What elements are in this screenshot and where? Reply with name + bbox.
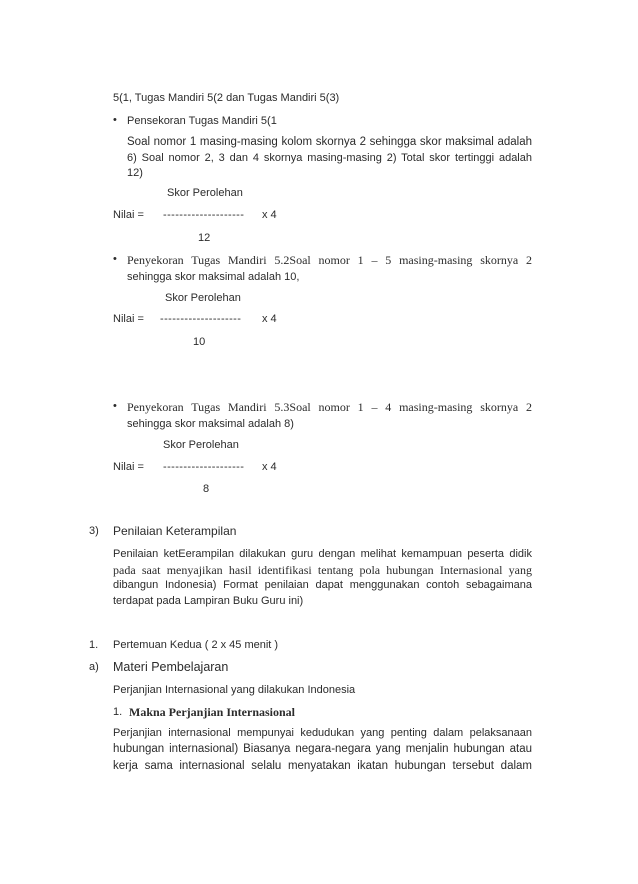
b1-line-3: 12) bbox=[127, 167, 143, 179]
section-a-line-2: hubungan internasional) Biasanya negara-negara yang menjalin hubungan atau bbox=[113, 743, 532, 755]
formula-1-numerator: Skor Perolehan bbox=[167, 187, 243, 199]
section-a-subheading: Perjanjian Internasional yang dilakukan Indonesia bbox=[113, 684, 356, 696]
bullet-2: • bbox=[113, 253, 117, 265]
formula-2-dashes: -------------------- bbox=[160, 313, 242, 325]
formula-3-dashes: -------------------- bbox=[163, 461, 245, 473]
formula-3-numerator: Skor Perolehan bbox=[163, 439, 239, 451]
formula-1-dashes: -------------------- bbox=[163, 209, 245, 221]
formula-1-times: x 4 bbox=[262, 209, 277, 221]
section-a-number-title: Makna Perjanjian Internasional bbox=[129, 705, 296, 719]
bullet-1: • bbox=[113, 114, 117, 126]
section-a-number: 1. bbox=[113, 706, 123, 718]
formula-1-denominator: 12 bbox=[198, 232, 211, 244]
formula-3-times: x 4 bbox=[262, 461, 277, 473]
section-a-marker: a) bbox=[89, 661, 99, 673]
section-a-line-1: Perjanjian internasional mempunyai kedudukan yang penting dalam pelaksanaan bbox=[113, 727, 532, 739]
b1-line-1: Soal nomor 1 masing-masing kolom skornya 2 sehingga skor maksimal adalah bbox=[127, 136, 532, 148]
section-a-line-3: kerja sama internasional selalu menyatakan ikatan hubungan tersebut dalam bbox=[113, 760, 532, 772]
formula-3-denominator: 8 bbox=[203, 483, 210, 495]
formula-2-times: x 4 bbox=[262, 313, 277, 325]
b3-line-1: Penyekoran Tugas Mandiri 5.3Soal nomor 1 – 4 masing-masing skornya 2 bbox=[127, 400, 532, 414]
section-3-marker: 3) bbox=[89, 525, 99, 537]
section-3-line-3: dibangun Indonesia) Format penilaian dapat menggunakan contoh sebagaimana bbox=[113, 579, 532, 591]
b2-line-1: Penyekoran Tugas Mandiri 5.2Soal nomor 1 – 5 masing-masing skornya 2 bbox=[127, 253, 532, 267]
top-line: 5(1, Tugas Mandiri 5(2 dan Tugas Mandiri 5(3) bbox=[113, 92, 340, 104]
section-3-line-1: Penilaian ketEerampilan dilakukan guru dengan melihat kemampuan peserta didik bbox=[113, 548, 532, 560]
bullet-3: • bbox=[113, 400, 117, 412]
formula-2-numerator: Skor Perolehan bbox=[165, 292, 241, 304]
formula-1-label: Nilai = bbox=[113, 209, 144, 221]
section-3-line-4: terdapat pada Lampiran Buku Guru ini) bbox=[113, 595, 304, 607]
meeting-text: Pertemuan Kedua ( 2 x 45 menit ) bbox=[113, 639, 279, 651]
section-3-heading: Penilaian Keterampilan bbox=[113, 524, 237, 538]
formula-2-denominator: 10 bbox=[193, 336, 206, 348]
b2-line-2: sehingga skor maksimal adalah 10, bbox=[127, 271, 300, 283]
b3-line-2: sehingga skor maksimal adalah 8) bbox=[127, 418, 294, 430]
b1-line-2: 6) Soal nomor 2, 3 dan 4 skornya masing-masing 2) Total skor tertinggi adalah bbox=[127, 152, 532, 164]
bullet-1-text: Pensekoran Tugas Mandiri 5(1 bbox=[127, 115, 277, 127]
section-3-line-2: pada saat menyajikan hasil identifikasi tentang pola hubungan Internasional yang bbox=[113, 563, 532, 577]
formula-3-label: Nilai = bbox=[113, 461, 144, 473]
formula-2-label: Nilai = bbox=[113, 313, 144, 325]
meeting-marker: 1. bbox=[89, 639, 99, 651]
section-a-heading: Materi Pembelajaran bbox=[113, 660, 229, 674]
